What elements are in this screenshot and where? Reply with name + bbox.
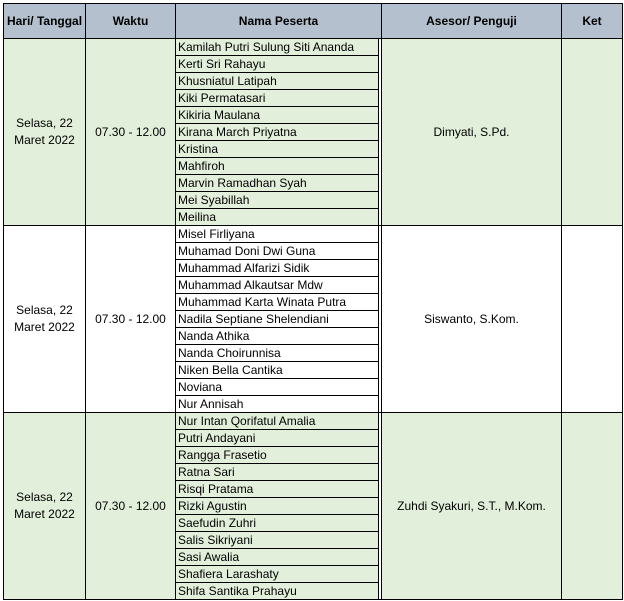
header-assessor: Asesor/ Penguji <box>382 4 562 39</box>
group-time: 07.30 - 12.00 <box>86 39 176 226</box>
participant-name: Rizki Agustin <box>176 498 379 515</box>
group-row-3 <box>4 413 623 600</box>
participant-list <box>176 39 382 226</box>
participant-list <box>176 413 382 600</box>
group-date: Selasa, 22 Maret 2022 <box>4 39 86 226</box>
participant-name: Muhamad Doni Dwi Guna <box>176 243 379 260</box>
participant-name: Ratna Sari <box>176 464 379 481</box>
participant-name: Kiki Permatasari <box>176 90 379 107</box>
participant-name: Muhammad Alkautsar Mdw <box>176 277 379 294</box>
header-row <box>4 4 623 39</box>
participant-name: Saefudin Zuhri <box>176 515 379 532</box>
group-row-2 <box>4 226 623 413</box>
participant-name: Risqi Pratama <box>176 481 379 498</box>
group-note <box>562 39 623 226</box>
participant-name: Salis Sikriyani <box>176 532 379 549</box>
participant-name: Meilina <box>176 209 379 225</box>
participant-name: Misel Firliyana <box>176 226 379 243</box>
group-row-1 <box>4 39 623 226</box>
group-time: 07.30 - 12.00 <box>86 413 176 600</box>
participant-name: Kikiria Maulana <box>176 107 379 124</box>
participant-name: Marvin Ramadhan Syah <box>176 175 379 192</box>
header-time: Waktu <box>86 4 176 39</box>
group-date: Selasa, 22 Maret 2022 <box>4 413 86 600</box>
participant-name: Noviana <box>176 379 379 396</box>
participant-name: Putri Andayani <box>176 430 379 447</box>
participant-name: Nadila Septiane Shelendiani <box>176 311 379 328</box>
group-assessor: Zuhdi Syakuri, S.T., M.Kom. <box>382 413 562 600</box>
participant-name: Niken Bella Cantika <box>176 362 379 379</box>
participant-name: Kirana March Priyatna <box>176 124 379 141</box>
participant-name: Mei Syabillah <box>176 192 379 209</box>
group-time: 07.30 - 12.00 <box>86 226 176 413</box>
schedule-table <box>3 3 623 600</box>
participant-name: Khusniatul Latipah <box>176 73 379 90</box>
group-note <box>562 226 623 413</box>
participant-name: Nur Intan Qorifatul Amalia <box>176 413 379 430</box>
header-day: Hari/ Tanggal <box>4 4 86 39</box>
participant-name: Kerti Sri Rahayu <box>176 56 379 73</box>
group-date: Selasa, 22 Maret 2022 <box>4 226 86 413</box>
group-note <box>562 413 623 600</box>
participant-name: Muhammad Karta Winata Putra <box>176 294 379 311</box>
participant-name: Sasi Awalia <box>176 549 379 566</box>
participant-name: Nanda Choirunnisa <box>176 345 379 362</box>
participant-list <box>176 226 382 413</box>
header-participant: Nama Peserta <box>176 4 382 39</box>
participant-name: Mahfiroh <box>176 158 379 175</box>
participant-name: Nanda Athika <box>176 328 379 345</box>
group-assessor: Dimyati, S.Pd. <box>382 39 562 226</box>
header-note: Ket <box>562 4 623 39</box>
participant-name: Rangga Frasetio <box>176 447 379 464</box>
participant-name: Kamilah Putri Sulung Siti Ananda <box>176 39 379 56</box>
participant-name: Shifa Santika Prahayu <box>176 583 379 599</box>
participant-name: Kristina <box>176 141 379 158</box>
group-assessor: Siswanto, S.Kom. <box>382 226 562 413</box>
participant-name: Nur Annisah <box>176 396 379 412</box>
participant-name: Muhammad Alfarizi Sidik <box>176 260 379 277</box>
participant-name: Shafiera Larashaty <box>176 566 379 583</box>
